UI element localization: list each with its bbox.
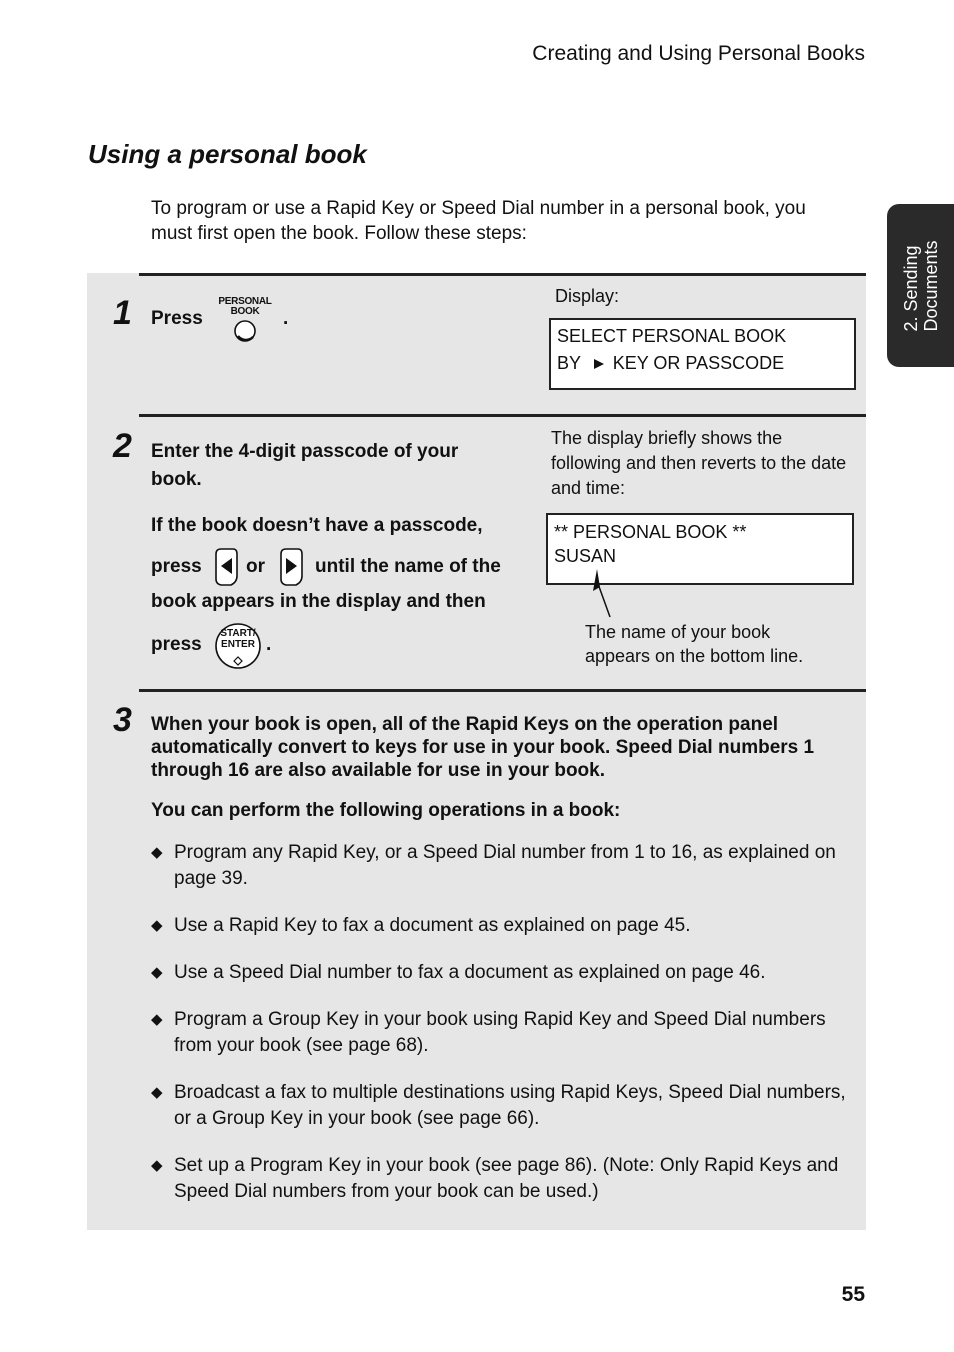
step-2-alt-press2: press	[151, 634, 202, 655]
section-title: Using a personal book	[88, 139, 367, 169]
display-note: The display briefly shows the following and then reverts to the date and time:	[551, 428, 847, 498]
display-screen-1	[549, 318, 856, 390]
step-1-rule	[139, 273, 866, 276]
operations-list	[151, 840, 856, 1226]
list-item: ◆ Use a Speed Dial number to fax a document as explained on page 46.	[151, 960, 856, 986]
diamond-bullet-icon: ◆	[151, 1084, 163, 1101]
step-3-number: 3	[113, 701, 132, 739]
step-3-para2: You can perform the following operations in a book:	[151, 800, 621, 821]
step-2-instruction: Enter the 4-digit passcode of your book.	[151, 441, 459, 490]
intro-paragraph: To program or use a Rapid Key or Speed Dial number in a personal book, you must first open the book. Follow these steps:	[151, 198, 806, 244]
running-head: Creating and Using Personal Books	[532, 42, 865, 65]
callout-text: The name of your book appears on the bottom line.	[585, 622, 804, 666]
callout-arrow-icon	[590, 565, 620, 625]
diamond-bullet-icon: ◆	[151, 1157, 163, 1174]
personal-book-key-label: PERSONAL BOOK	[218, 296, 272, 317]
round-key-icon	[218, 318, 272, 344]
left-arrow-key-icon[interactable]	[213, 546, 239, 588]
step-2-alt-line3: book appears in the display and then	[151, 591, 486, 612]
step-2-alt-until: until the name of the	[315, 556, 501, 577]
list-item: ◆ Use a Rapid Key to fax a document as explained on page 45.	[151, 913, 856, 939]
display-2-line1: ** PERSONAL BOOK **	[554, 522, 747, 542]
display-label: Display:	[555, 286, 620, 306]
display-1-line1: SELECT PERSONAL BOOK	[557, 326, 787, 346]
step-2-alt-or: or	[246, 556, 265, 577]
chapter-tab-label: 2. Sending Documents	[900, 239, 941, 332]
step-3-para1: When your book is open, all of the Rapid Keys on the operation panel automatically convert to keys for use in your book. Speed Dial numbers 1 through 16 are also available for use in your book.	[151, 714, 815, 781]
diamond-bullet-icon: ◆	[151, 1011, 163, 1028]
list-item: ◆ Program a Group Key in your book using Rapid Key and Speed Dial numbers from your book (see page 68).	[151, 1009, 826, 1056]
list-item: ◆ Program any Rapid Key, or a Speed Dial number from 1 to 16, as explained on page 39.	[151, 842, 836, 889]
diamond-bullet-icon: ◆	[151, 844, 163, 861]
start-enter-key[interactable]	[212, 623, 264, 669]
step-2-period: .	[266, 634, 272, 655]
personal-book-key[interactable]	[218, 297, 272, 345]
page-number: 55	[841, 1283, 865, 1306]
diamond-bullet-icon: ◆	[151, 964, 163, 981]
step-2-alt-line1: If the book doesn’t have a passcode,	[151, 515, 483, 536]
chapter-tab[interactable]	[887, 204, 954, 367]
display-1-line2: BY KEY OR PASSCODE	[557, 353, 785, 373]
display-2-line2: SUSAN	[554, 546, 617, 566]
step-2-rule	[139, 414, 866, 417]
right-arrow-icon	[586, 357, 608, 371]
diamond-bullet-icon: ◆	[151, 917, 163, 934]
list-item: ◆ Set up a Program Key in your book (see page 86). (Note: Only Rapid Keys and Speed Dial numbers from your book can be used.)	[151, 1155, 839, 1202]
start-enter-key-label: START/ ENTER	[220, 628, 256, 650]
step-1-number: 1	[113, 294, 132, 332]
step-3-rule	[139, 689, 866, 692]
step-2-alt-press: press	[151, 556, 202, 577]
right-arrow-key-icon[interactable]	[278, 546, 304, 588]
step-2-number: 2	[113, 427, 132, 465]
list-item: ◆ Broadcast a fax to multiple destinations using Rapid Keys, Speed Dial numbers, or a Group Key in your book (see page 66).	[151, 1082, 846, 1129]
step-1-press-label: Press	[151, 308, 203, 329]
step-1-period: .	[283, 308, 289, 329]
